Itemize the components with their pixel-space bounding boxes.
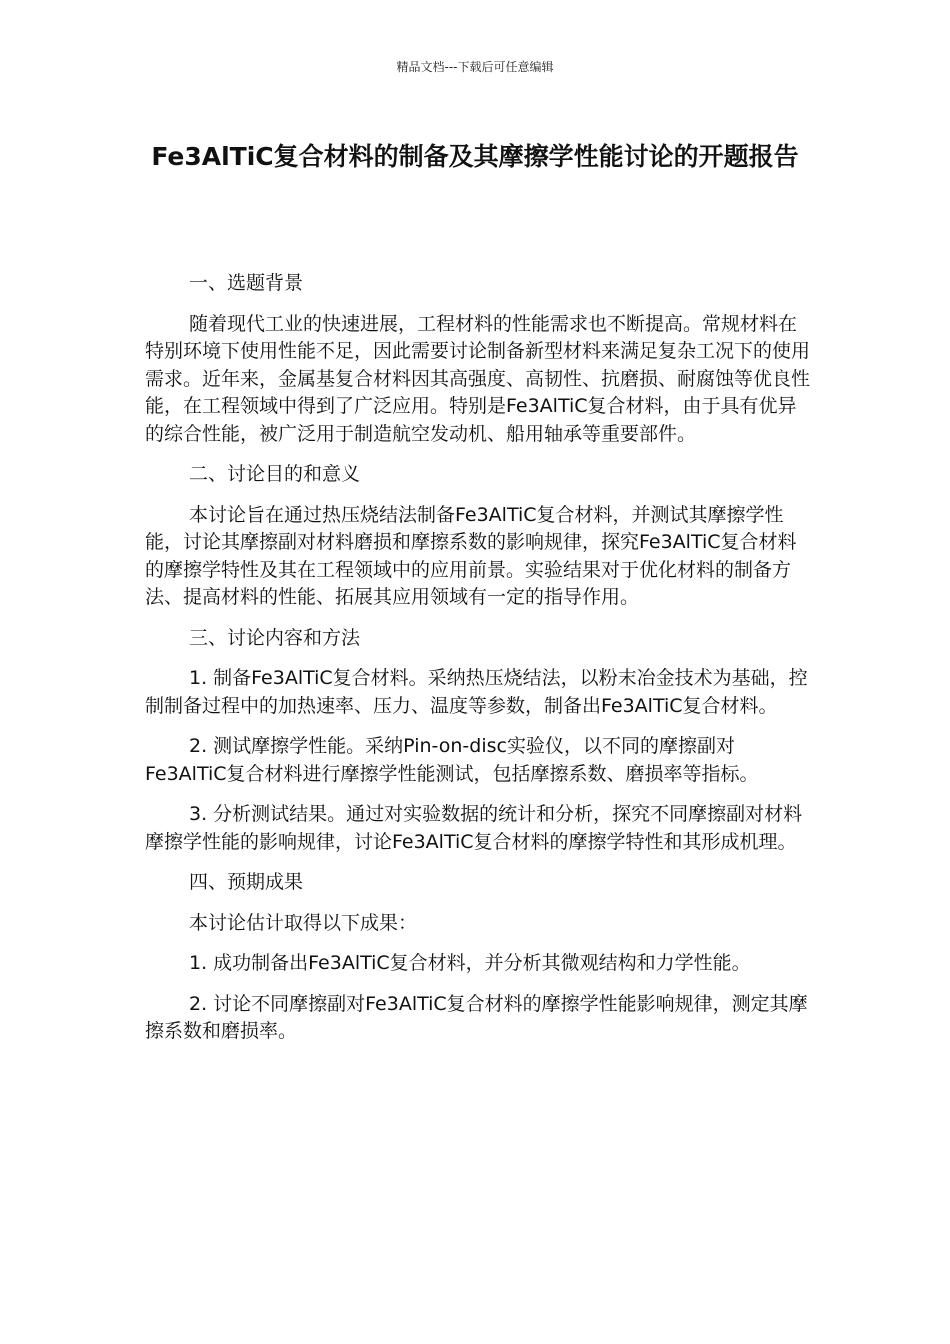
header-note: 精品文档---下载后可任意编辑 [396, 60, 554, 74]
document-title: Fe3AlTiC复合材料的制备及其摩擦学性能讨论的开题报告 [151, 142, 799, 171]
section-heading-background: 一、选题背景 [189, 272, 304, 294]
paragraph-outcomes-intro: 本讨论估计取得以下成果： [189, 911, 418, 934]
paragraph-background: 随着现代工业的快速进展，工程材料的性能需求也不断提高。常规材料在特别环境下使用性能不足，因此需要讨论制备新型材料来满足复杂工况下的使用需求。近年来，金属基复合材料因其高强度、高韧性、抗磨损、耐腐蚀等优良性能，在工程领域中得到了广泛应用。特别是Fe3AlTiC复合材料，由于具有优异的综合性能，被广泛用于制造航空发动机、船用轴承等重要部件。 [145, 312, 811, 445]
paragraph-method-1: 1. 制备Fe3AlTiC复合材料。采纳热压烧结法，以粉末冶金技术为基础，控制制备过程中的加热速率、压力、温度等参数，制备出Fe3AlTiC复合材料。 [145, 667, 808, 717]
section-heading-methods: 三、讨论内容和方法 [189, 626, 361, 649]
paragraph-outcome-2: 2. 讨论不同摩擦副对Fe3AlTiC复合材料的摩擦学性能影响规律，测定其摩擦系数和磨损率。 [145, 992, 808, 1042]
paragraph-outcome-1: 1. 成功制备出Fe3AlTiC复合材料，并分析其微观结构和力学性能。 [189, 952, 751, 974]
document-body [145, 270, 813, 1059]
paragraph-method-3: 3. 分析测试结果。通过对实验数据的统计和分析，探究不同摩擦副对材料摩擦学性能的影响规律，讨论Fe3AlTiC复合材料的摩擦学特性和其形成机理。 [145, 803, 803, 853]
section-heading-purpose: 二、讨论目的和意义 [189, 463, 361, 485]
paragraph-method-2: 2. 测试摩擦学性能。采纳Pin-on-disc实验仪，以不同的摩擦副对Fe3AlTiC复合材料进行摩擦学性能测试，包括摩擦系数、磨损率等指标。 [145, 735, 759, 785]
section-heading-outcomes: 四、预期成果 [189, 871, 304, 893]
paragraph-purpose: 本讨论旨在通过热压烧结法制备Fe3AlTiC复合材料，并测试其摩擦学性能，讨论其摩擦副对材料磨损和摩擦系数的影响规律，探究Fe3AlTiC复合材料的摩擦学特性及其在工程领域中的应用前景。实验结果对于优化材料的制备方法、提高材料的性能、拓展其应用领域有一定的指导作用。 [145, 503, 797, 608]
